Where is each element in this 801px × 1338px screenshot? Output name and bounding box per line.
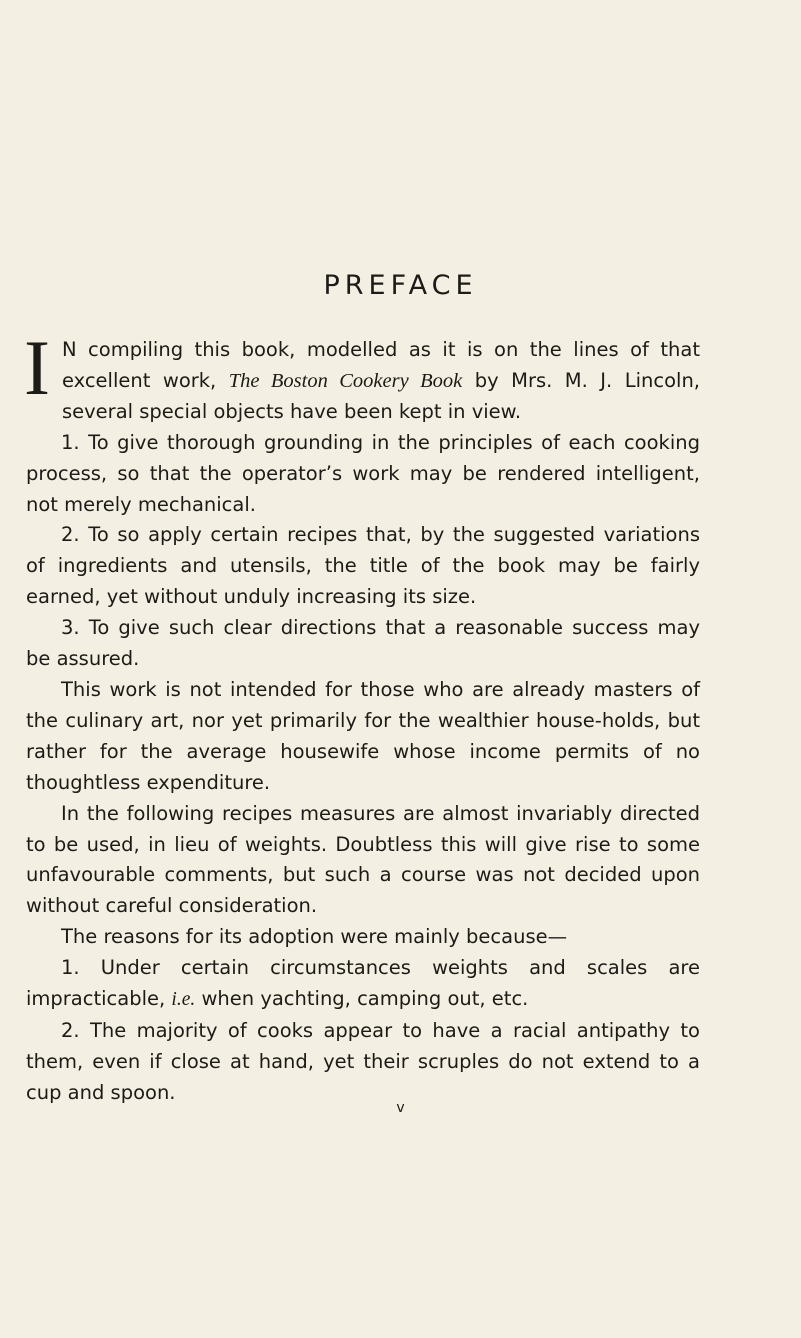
object-item-2: 2. To so apply certain recipes that, by the suggested variations of ingredients and utensils, the title of the book may be fairly earned, yet without unduly increasing its size. — [26, 523, 700, 609]
reason-1-ie: i.e. — [171, 989, 196, 1011]
book-title: The Boston Cookery Book — [228, 369, 463, 392]
reason-1-lead: 1. Under certain circumstances weights and scales are impracticable, — [26, 956, 700, 1011]
reason-1-tail: when yachting, camping out, etc. — [201, 987, 529, 1011]
preface-body — [24, 324, 700, 1109]
paragraph-reasons: The reasons for its adoption were mainly because— — [61, 925, 568, 949]
page-title: PREFACE — [323, 270, 478, 301]
intro-tail: by Mrs. M. J. Lincoln, several special objects have been kept in view. — [61, 368, 700, 423]
reason-item-1 — [26, 953, 700, 1016]
object-item-1: 1. To give thorough grounding in the principles of each cooking process, so that the operator’s work may be rendered intelligent, not merely mechanical. — [26, 430, 700, 516]
page-number: v — [396, 1100, 405, 1116]
object-item-3: 3. To give such clear directions that a reasonable success may be assured. — [26, 616, 700, 671]
drop-cap: I — [24, 324, 50, 411]
intro-lead: N compiling this book, modelled as it is on the lines of that excellent work, — [61, 338, 700, 392]
intro-paragraph — [24, 324, 700, 428]
reason-item-2: 2. The majority of cooks appear to have a racial antipathy to them, even if close at hand, yet their scruples do not extend to a cup and spoon. — [26, 1018, 700, 1104]
paragraph-measures: In the following recipes measures are almost invariably directed to be used, in lieu of weights. Doubtless this will give rise to some unfavourable comments, but such a course was not decided upon without careful consideration. — [26, 801, 700, 918]
paragraph-audience: This work is not intended for those who are already masters of the culinary art, nor yet primarily for the wealthier house-holds, but rather for the average housewife whose income permits of no thoughtless expenditure. — [26, 677, 700, 794]
